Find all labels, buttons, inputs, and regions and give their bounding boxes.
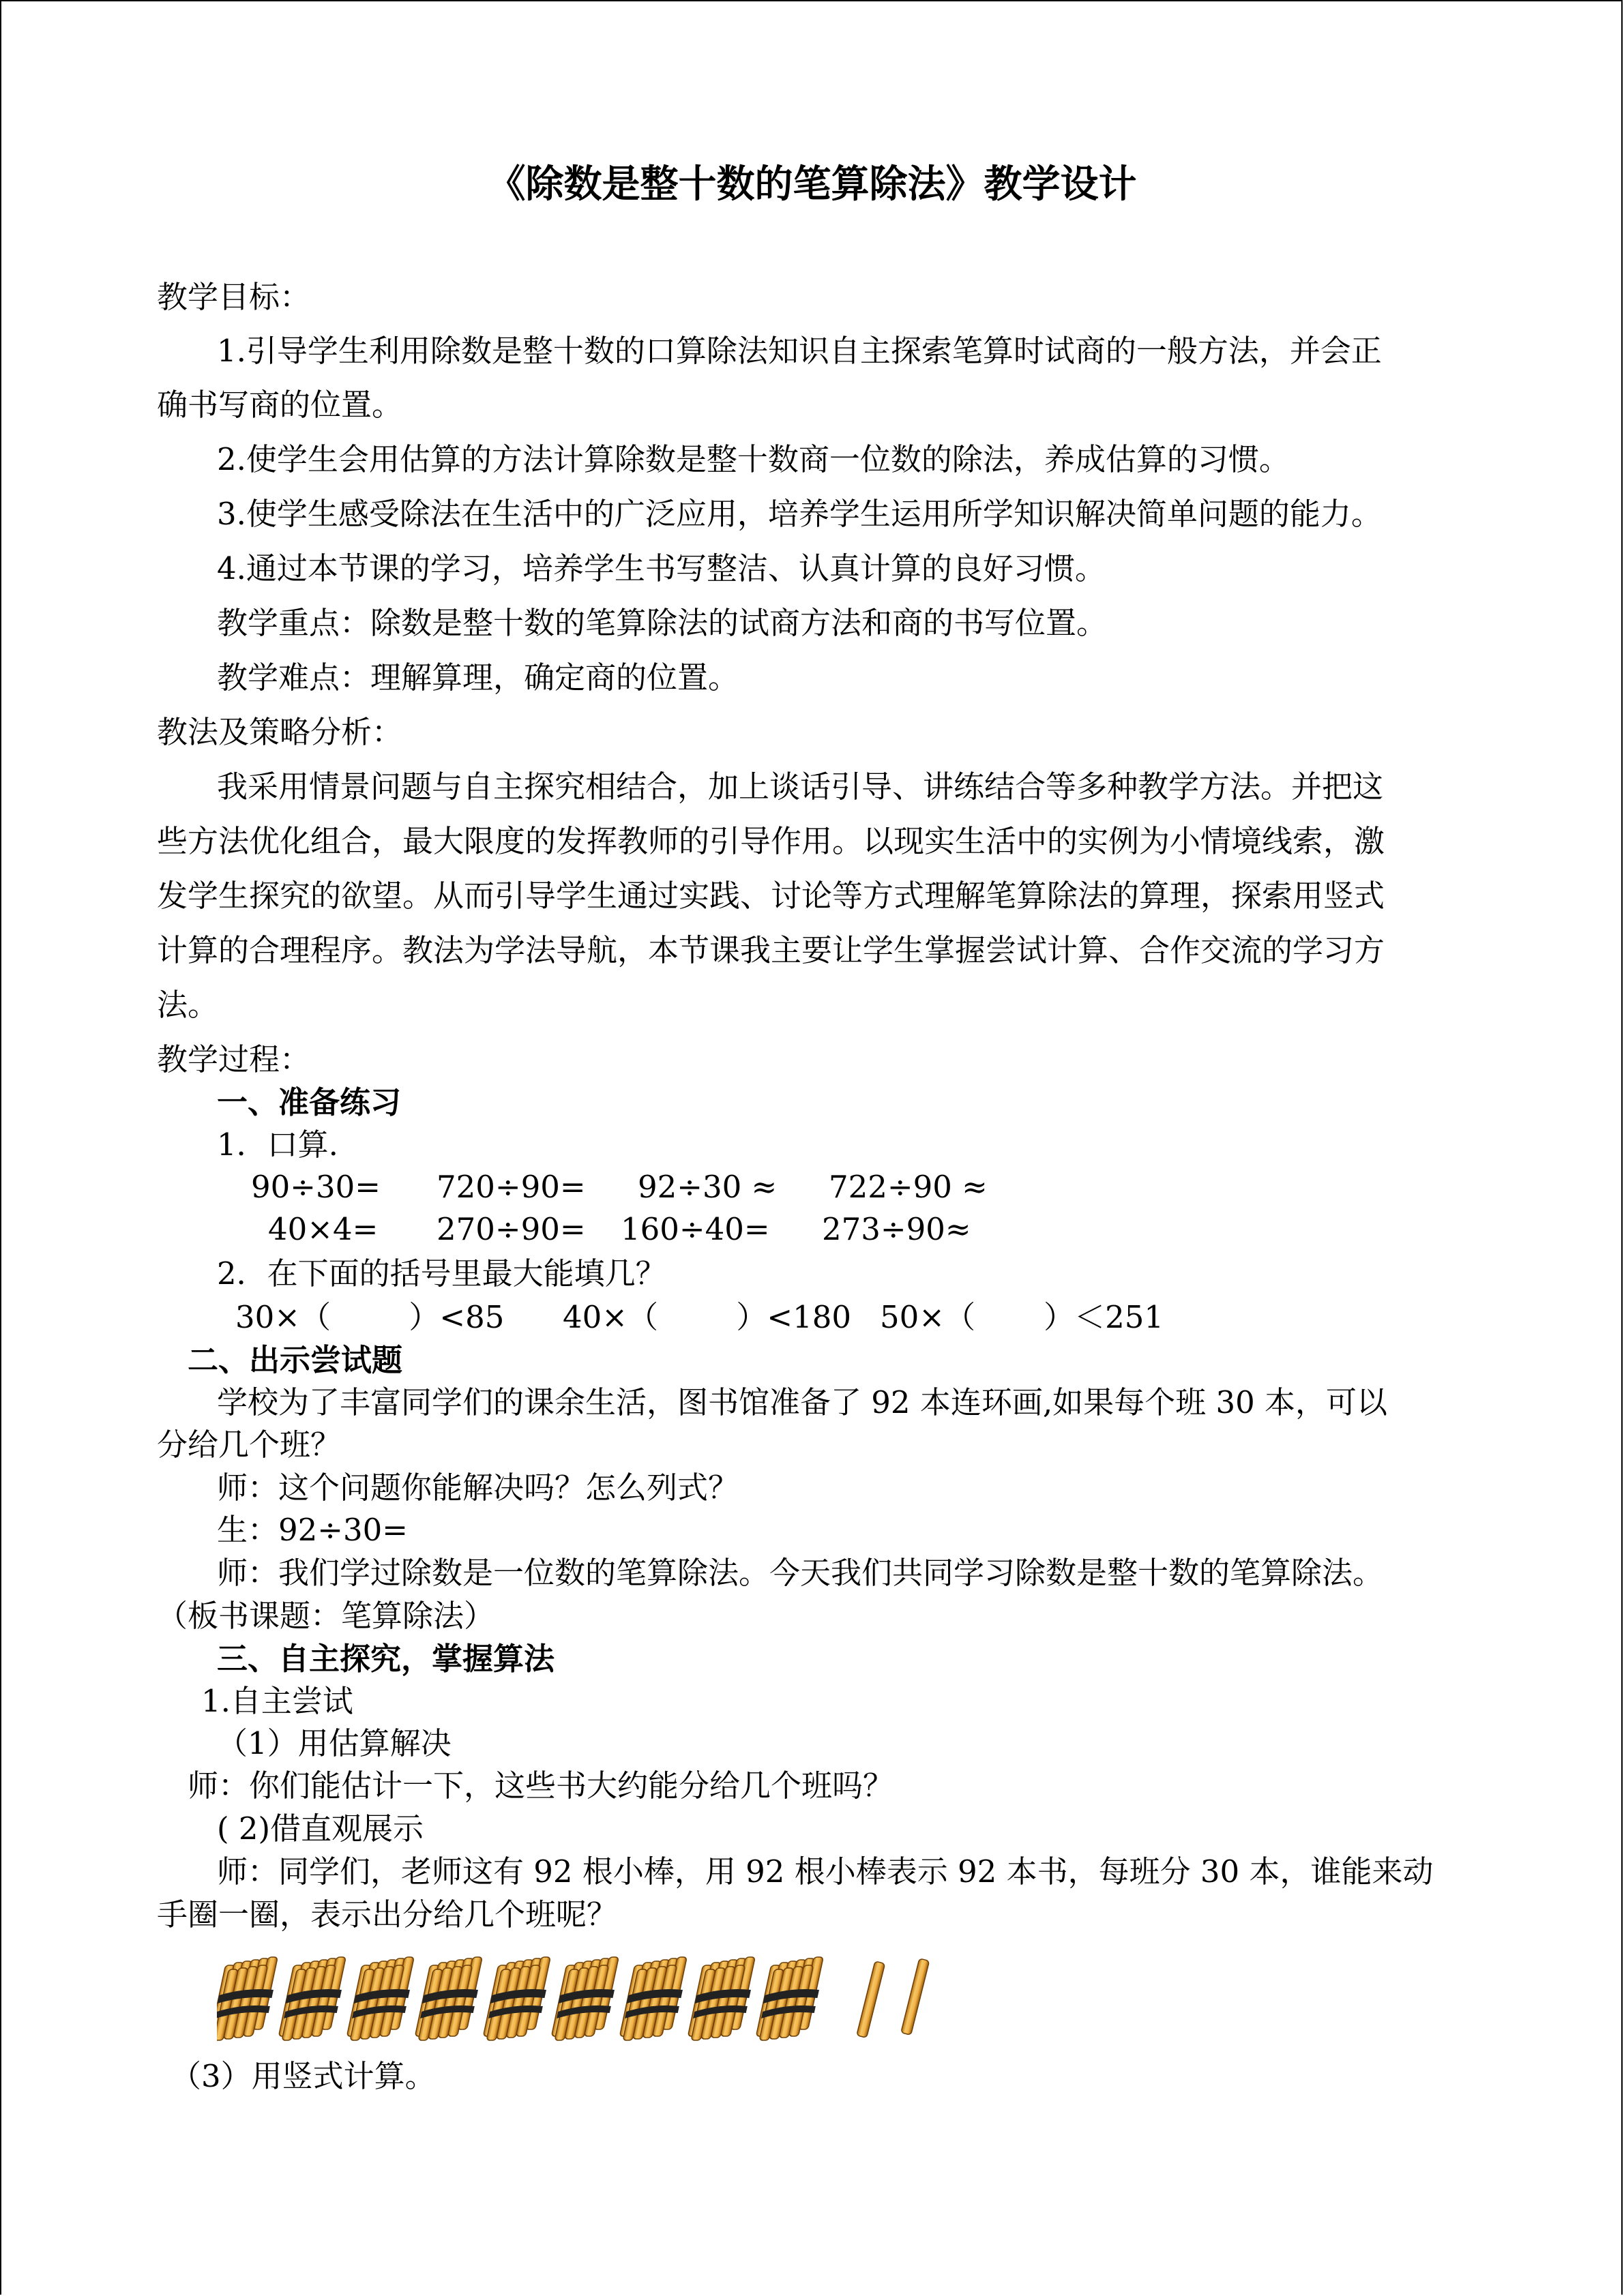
single-stick-1 [857, 1961, 885, 2038]
goal-1-line-2: 确书写商的位置。 [157, 387, 403, 423]
method-heading: 教法及策略分析： [157, 714, 403, 750]
teacher-statement-4-line-1: 师：同学们，老师这有 92 根小棒，用 92 根小棒表示 92 本书，每班分 30 本，谁能来动 [217, 1853, 1434, 1890]
oral-calc-3: 92÷30 ≈ [638, 1169, 778, 1205]
stick-bundle-8 [687, 1957, 758, 2040]
oral-calc-1: 90÷30= [251, 1169, 381, 1205]
q1-label: 1．口算. [217, 1127, 338, 1163]
stick-bundle-3 [346, 1957, 417, 2040]
difficulty: 教学难点：理解算理，确定商的位置。 [217, 659, 739, 696]
method-line-5: 法。 [157, 987, 219, 1023]
stick-bundle-5 [482, 1957, 553, 2040]
method-line-3: 发学生探究的欲望。从而引导学生通过实践、讨论等方式理解笔算除法的算理，探索用竖式 [157, 878, 1385, 914]
fill-blank-2: 40×（ ）<180 [563, 1299, 851, 1335]
oral-calc-6: 270÷90= [437, 1211, 586, 1247]
sub-1-title: 1.自主尝试 [201, 1683, 353, 1719]
method-line-4: 计算的合理程序。教法为学法导航，本节课我主要让学生掌握尝试计算、合作交流的学习方 [157, 932, 1385, 968]
page-title: 《除数是整十数的笔算除法》教学设计 [487, 162, 1137, 207]
goal-3: 3.使学生感受除法在生活中的广泛应用，培养学生运用所学知识解决简单问题的能力。 [217, 496, 1382, 532]
fill-blank-3: 50×（ ）＜251 [880, 1299, 1164, 1335]
sub-1a: （1）用估算解决 [217, 1725, 452, 1761]
fill-blank-1: 30×（ ）<85 [235, 1299, 505, 1335]
stick-bundle-9 [755, 1957, 826, 2040]
goal-2: 2.使学生会用估算的方法计算除数是整十数商一位数的除法，养成估算的习惯。 [217, 441, 1290, 477]
section-1-title: 一、准备练习 [217, 1084, 402, 1120]
stick-bundle-6 [550, 1957, 621, 2040]
problem-line-2: 分给几个班？ [157, 1427, 342, 1463]
oral-calc-8: 273÷90≈ [822, 1211, 971, 1247]
counting-sticks-illustration [217, 1952, 940, 2044]
oral-calc-7: 160÷40= [621, 1211, 770, 1247]
key-point: 教学重点：除数是整十数的笔算除法的试商方法和商的书写位置。 [217, 605, 1108, 641]
process-heading: 教学过程： [157, 1041, 311, 1077]
goals-heading: 教学目标： [157, 279, 311, 315]
teacher-statement-line-1: 师：我们学过除数是一位数的笔算除法。今天我们共同学习除数是整十数的笔算除法。 [217, 1555, 1384, 1591]
single-stick-2 [901, 1958, 930, 2035]
teacher-statement-4-line-2: 手圈一圈，表示出分给几个班呢？ [157, 1896, 618, 1933]
teacher-question-1: 师：这个问题你能解决吗？怎么列式？ [217, 1470, 739, 1506]
stick-bundle-2 [278, 1957, 349, 2040]
sub-1c: （3）用竖式计算。 [171, 2058, 436, 2094]
q2-label: 2．在下面的括号里最大能填几？ [217, 1255, 666, 1292]
oral-calc-4: 722÷90 ≈ [829, 1169, 988, 1205]
stick-bundle-7 [619, 1957, 690, 2040]
method-line-1: 我采用情景问题与自主探究相结合，加上谈话引导、讲练结合等多种教学方法。并把这 [217, 769, 1384, 805]
problem-line-1: 学校为了丰富同学们的课余生活，图书馆准备了 92 本连环画,如果每个班 30 本，可以 [217, 1384, 1388, 1420]
teacher-statement-line-2: （板书课题：笔算除法） [157, 1598, 495, 1634]
oral-calc-5: 40×4= [268, 1211, 379, 1247]
method-line-2: 些方法优化组合，最大限度的发挥教师的引导作用。以现实生活中的实例为小情境线索，激 [157, 823, 1385, 859]
stick-bundle-1 [217, 1957, 280, 2040]
section-3-title: 三、自主探究，掌握算法 [217, 1641, 555, 1677]
student-answer-1: 生：92÷30= [217, 1512, 408, 1548]
section-2-title: 二、出示尝试题 [188, 1342, 403, 1378]
goal-1-line-1: 1.引导学生利用除数是整十数的口算除法知识自主探索笔算时试商的一般方法，并会正 [217, 333, 1382, 369]
goal-4: 4.通过本节课的学习，培养学生书写整洁、认真计算的良好习惯。 [217, 550, 1106, 586]
teacher-question-3: 师：你们能估计一下，这些书大约能分给几个班吗？ [188, 1768, 894, 1804]
sub-1b: ( 2)借直观展示 [217, 1810, 424, 1847]
stick-bundle-4 [414, 1957, 485, 2040]
oral-calc-2: 720÷90= [437, 1169, 586, 1205]
